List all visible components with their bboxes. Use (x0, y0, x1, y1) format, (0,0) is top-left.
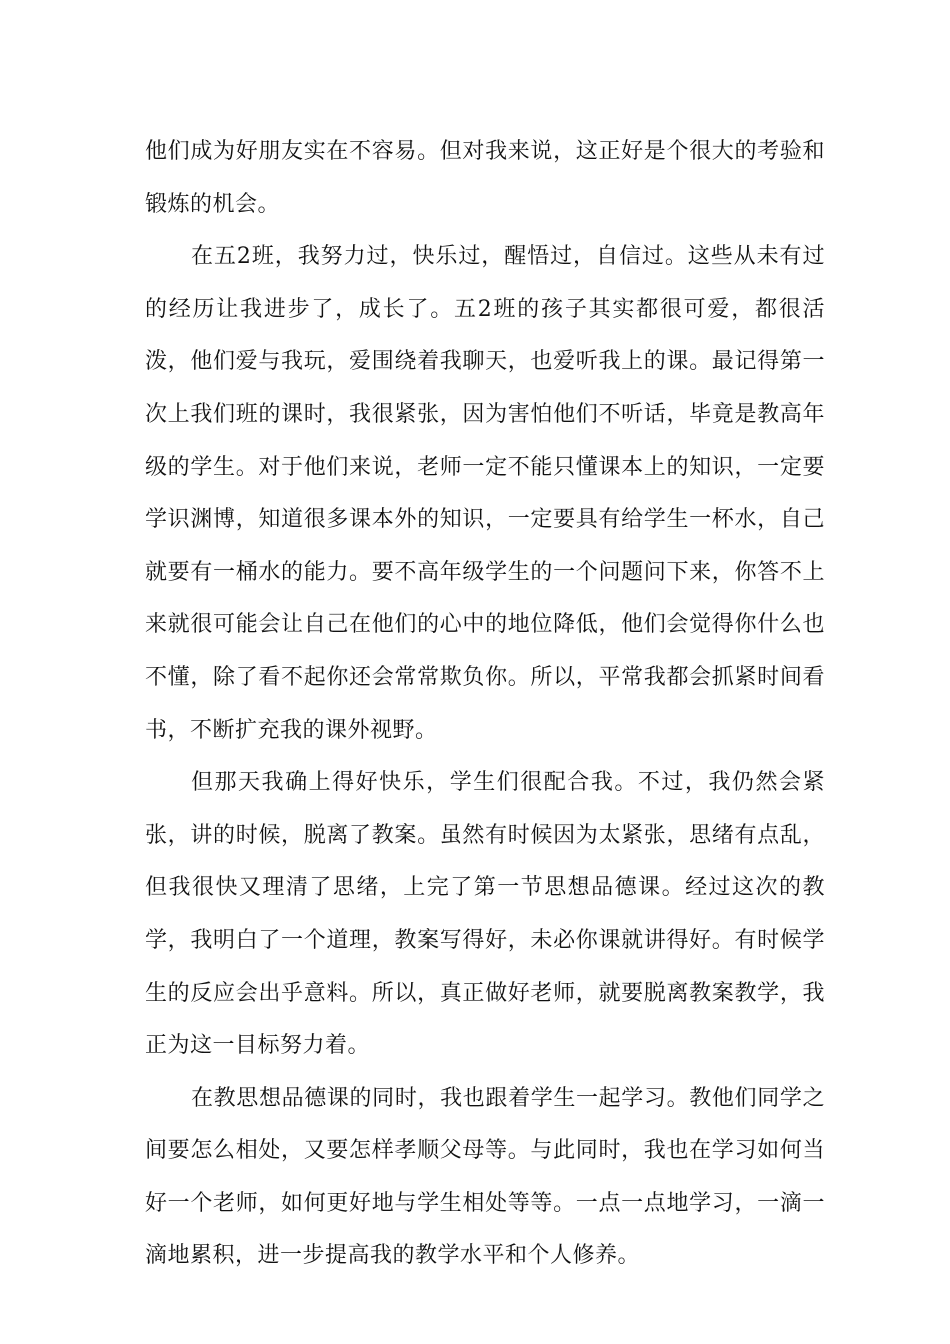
paragraph-3: 但那天我确上得好快乐，学生们很配合我。不过，我仍然会紧张，讲的时候，脱离了教案。虽然有时候因为太紧张，思绪有点乱，但我很快又理清了思绪，上完了第一节思想品德课。经过这次的教学，我明白了一个道理，教案写得好，未必你课就讲得好。有时候学生的反应会出乎意料。所以，真正做好老师，就要脱离教案教学，我正为这一目标努力着。 (145, 770, 825, 1059)
document-body (145, 126, 825, 1283)
paragraph-1: 他们成为好朋友实在不容易。但对我来说，这正好是个很大的考验和锻炼的机会。 (145, 139, 825, 217)
paragraph-4: 在教思想品德课的同时，我也跟着学生一起学习。教他们同学之间要怎么相处，又要怎样孝顺父母等。与此同时，我也在学习如何当好一个老师，如何更好地与学生相处等等。一点一点地学习，一滴一滴地累积，进一步提高我的教学水平和个人修养。 (145, 1085, 825, 1269)
paragraph-2: 在五2班，我努力过，快乐过，醒悟过，自信过。这些从未有过的经历让我进步了，成长了。五2班的孩子其实都很可爱，都很活泼，他们爱与我玩，爱围绕着我聊天，也爱听我上的课。最记得第一次上我们班的课时，我很紧张，因为害怕他们不听话，毕竟是教高年级的学生。对于他们来说，老师一定不能只懂课本上的知识，一定要学识渊博，知道很多课本外的知识，一定要具有给学生一杯水，自己就要有一桶水的能力。要不高年级学生的一个问题问下来，你答不上来就很可能会让自己在他们的心中的地位降低，他们会觉得你什么也不懂，除了看不起你还会常常欺负你。所以，平常我都会抓紧时间看书，不断扩充我的课外视野。 (145, 244, 825, 743)
